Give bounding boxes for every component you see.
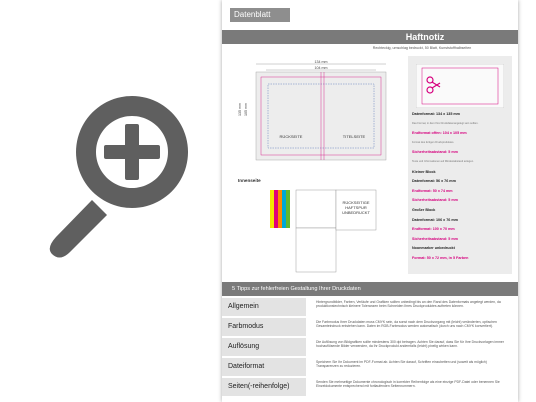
tip-text: Die Auflösung von Bildgrafiken sollte mindestens 300 dpi betragen. Achten Sie darauf, dass Sie für Ihre Druckvorlagen immer hochauflösende Bilder verwenden, da Ihr Druckprodukt andernfalls (leicht) pixelig wirken kann. [316, 340, 504, 349]
datasheet-header: Datenblatt [230, 8, 290, 22]
tip-row [222, 338, 518, 356]
width-outer-label: 134 mm [314, 60, 328, 64]
datasheet-page [222, 0, 518, 402]
spec-line: Format des fertigen Druckproduktes. [412, 140, 455, 144]
spec-line: Noonmarker unbedruckt [412, 246, 455, 251]
spec-line: Endformat: 50 x 74 mm [412, 188, 453, 193]
tip-label: Farbmodus [222, 318, 306, 336]
spec-line: Endformat offen: 104 x 105 mm [412, 131, 467, 136]
lower-label-line-2: HAFTSPUR [345, 205, 367, 210]
tip-text: Hintergrundbilder, Farben, Verläufe und Grafiken sollten unbedingt bis an den Rand des Datenformats angelegt werden, da produktionstechnisch kleinere Toleranzen beim Schneiden Ihres Druckproduktes auftreten können. [316, 300, 501, 309]
tip-label: Dateiformat [222, 358, 306, 376]
tip-label: Seiten(-reihenfolge) [222, 378, 306, 396]
tip-row [222, 358, 518, 376]
spec-line: Texte und Informationen auf Mindestabstand anlegen. [412, 160, 474, 163]
height-outer-label: 135 mm [238, 103, 242, 116]
spec-line: Endformat: 100 x 70 mm [412, 227, 455, 232]
tip-row [222, 298, 518, 316]
product-title: Haftnotiz [405, 32, 445, 42]
tip-label: Auflösung [222, 338, 306, 356]
width-inner-label: 104 mm [314, 66, 328, 70]
tip-text: Senden Sie mehrseitige Dokumente chronologisch in korrekter Reihenfolge als eine einzige PDF-Datei oder benennen Sie Einzeldokumente entsprechend mit fortlaufenden Seitennummern. [316, 380, 500, 389]
lower-label-line-1: RÜCKSEITIGE [342, 200, 370, 205]
spec-line: Format: 50 x 72 mm, in 5 Farben [412, 256, 469, 260]
back-side-label: RÜCKSEITE [279, 134, 303, 139]
tip-label: Allgemein [222, 298, 306, 316]
zoom-in-icon[interactable] [48, 96, 188, 266]
format-diagram [236, 58, 406, 166]
lower-label-line-3: UNBEDRUCKT [342, 210, 370, 215]
spec-line: Sicherheitsabstand: 5 mm [412, 198, 458, 203]
block-illustration [236, 184, 406, 276]
tip-text: Die Farbmodus Ihrer Druckdaten muss CMYK sein, da sonst nach dem Druckvorgang mit (leicht) veränderten, optischen Gesamteindruck entstehen kann. Daten im RGB-Farbmodus werden automatisch (durch uns nach CMYK konvertiert). [316, 320, 497, 329]
height-inner-label: 105 mm [244, 103, 248, 116]
tip-row [222, 378, 518, 396]
spec-line: Sicherheitsabstand: 5 mm [412, 150, 458, 155]
spec-line: Das Format, in dem Ihre Druckdatenangelegt sein sollten. [412, 121, 479, 125]
spec-line: Datenformat: 56 x 76 mm [412, 179, 456, 184]
spec-line: Kleiner Block [412, 169, 436, 174]
product-subtitle: Rechteckig, umschlag bedruckt, 50 Blatt, Kunststoffhalbseiten [372, 46, 472, 50]
tip-row [222, 318, 518, 336]
tips-title: 5 Tipps zur fehlerfreien Gestaltung Ihrer Druckdaten [222, 282, 518, 296]
tip-text: Speichern Sie Ihr Dokument im PDF-Format ab. Achten Sie darauf, Schriften einzubetten und (soweit als möglich) Transparenzen zu reduzieren. [316, 360, 487, 369]
inner-side-label: Innenseite [238, 178, 261, 183]
front-side-label: TITELSEITE [342, 134, 366, 139]
spec-panel [408, 56, 512, 274]
scissors-icon [416, 64, 504, 108]
spec-line: Datenformat: 134 x 135 mm [412, 112, 460, 116]
spec-line: Datenformat: 106 x 76 mm [412, 217, 458, 222]
spec-line: Großer Block [412, 208, 436, 212]
spec-line: Sicherheitsabstand: 5 mm [412, 236, 458, 241]
